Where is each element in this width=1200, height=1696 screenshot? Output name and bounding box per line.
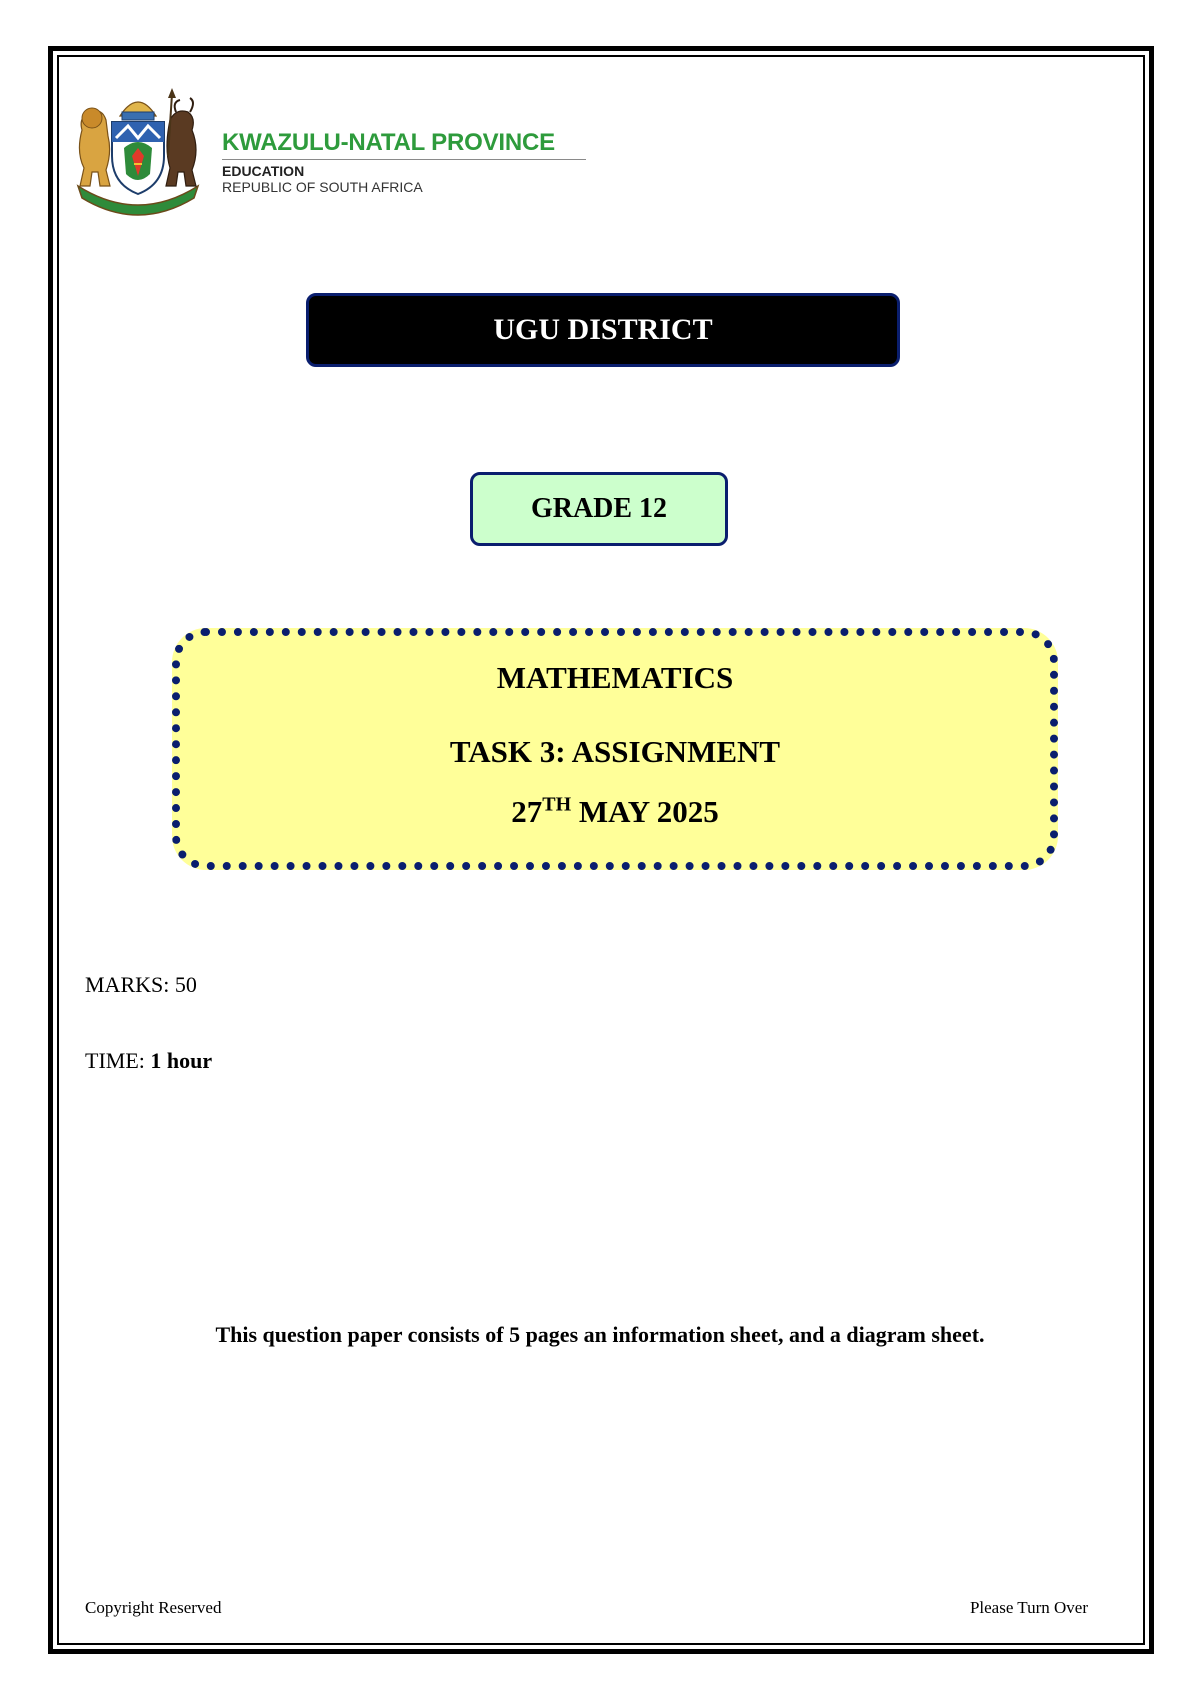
exam-date [180, 794, 1050, 830]
department-name: EDUCATION [222, 163, 305, 179]
footer-copyright: Copyright Reserved [85, 1598, 222, 1617]
marks-value: 50 [174, 972, 197, 997]
task-title: TASK 3: ASSIGNMENT [449, 734, 781, 769]
footer-turn-over: Please Turn Over [969, 1598, 1088, 1617]
country-name: REPUBLIC OF SOUTH AFRICA [222, 179, 423, 195]
subject-panel [172, 628, 1058, 870]
province-name: KWAZULU-NATAL PROVINCE [222, 129, 555, 156]
subject-title: MATHEMATICS [496, 660, 734, 695]
date-suffix: TH [542, 793, 572, 816]
district-title: UGU DISTRICT [493, 313, 713, 346]
date-month-year: MAY 2025 [571, 794, 719, 829]
coat-of-arms-icon [72, 86, 204, 216]
organisation-header [222, 130, 592, 195]
header-divider [222, 159, 586, 160]
district-banner [306, 293, 900, 367]
grade-banner [470, 472, 728, 546]
time-label: TIME: [85, 1048, 151, 1073]
time-value: 1 hour [150, 1048, 213, 1073]
time-line [85, 1048, 212, 1074]
marks-label: MARKS: [85, 972, 175, 997]
grade-title: GRADE 12 [530, 493, 668, 524]
page-count-notice: This question paper consists of 5 pages an information sheet, and a diagram sheet. [215, 1322, 985, 1347]
marks-line [85, 972, 197, 998]
date-day: 27 [511, 794, 543, 829]
